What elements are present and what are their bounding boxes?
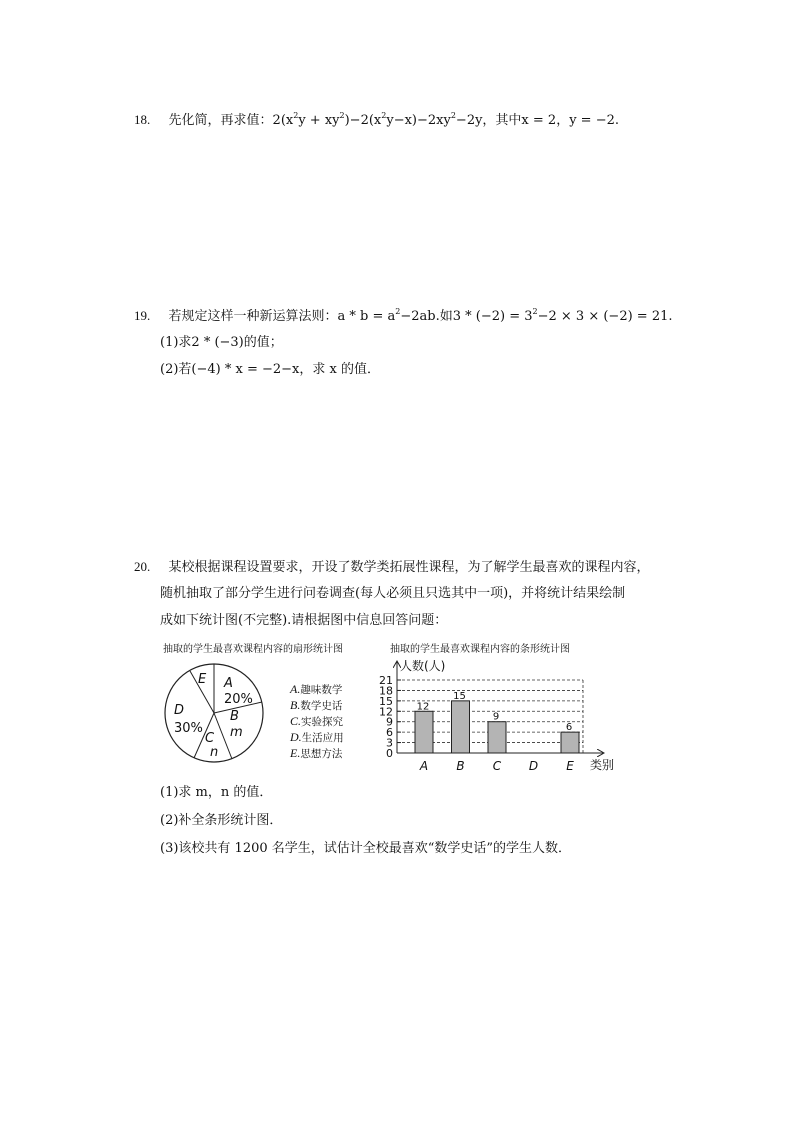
y-tick-label: 6 — [386, 726, 393, 740]
bar-chart-title: 抽取的学生最喜欢课程内容的条形统计图 — [390, 644, 570, 655]
bar-c — [488, 722, 506, 753]
question-18 — [134, 110, 619, 131]
y-tick-label: 12 — [379, 705, 393, 719]
bar-e — [561, 732, 579, 753]
question-number: 20. — [134, 559, 151, 574]
x-axis-label: 类别 — [590, 758, 615, 772]
x-category-label: C — [492, 759, 502, 773]
y-tick-label: 3 — [386, 736, 393, 750]
bar-b — [452, 701, 470, 753]
question-19-part-2: (2)若(−4) * x = −2−x，求 x 的值． — [160, 362, 380, 377]
question-20-line-3: 成如下统计图(不完整).请根据图中信息回答问题： — [160, 613, 448, 628]
y-axis-label: 人数(人) — [400, 659, 446, 673]
question-number: 18. — [134, 112, 151, 127]
legend-item: B.数学史话 — [290, 698, 343, 712]
pie-chart — [160, 660, 280, 770]
bar-chart — [370, 656, 615, 776]
pie-chart-title: 抽取的学生最喜欢课程内容的扇形统计图 — [163, 644, 343, 655]
question-20-line-2: 随机抽取了部分学生进行问卷调查(每人必须且只选其中一项)，并将统计结果绘制 — [160, 586, 626, 601]
question-20-part-3: (3)该校共有 1200 名学生，试估计全校最喜欢“数学史话”的学生人数． — [160, 841, 572, 856]
x-category-label: E — [566, 759, 574, 773]
question-prefix: 先化简，再求值： — [168, 113, 273, 128]
pie-label-c: C — [205, 731, 215, 746]
legend-item: D.生活应用 — [290, 730, 344, 744]
y-tick-label: 18 — [379, 684, 393, 698]
question-20-part-2: (2)补全条形统计图． — [160, 813, 283, 828]
x-category-label: A — [419, 759, 429, 773]
pie-label-b: B — [230, 709, 239, 724]
pie-label-a: A — [224, 676, 233, 691]
question-text: 若规定这样一种新运算法则：$a * b = a^2-2ab$.如$3 * (-2) = 3^2-2 \times 3 \times (-2) = 21$. — [168, 307, 673, 324]
y-tick-label: 15 — [379, 694, 393, 708]
y-tick-label: 0 — [386, 747, 393, 760]
pie-value-b: m — [230, 725, 243, 740]
bar-value-label: 15 — [453, 690, 466, 702]
y-tick-label: 9 — [386, 715, 393, 729]
question-19 — [134, 306, 673, 327]
pie-value-d: 30% — [174, 721, 203, 736]
bar-value-label: 12 — [416, 701, 430, 713]
pie-value-a: 20% — [224, 692, 253, 707]
x-category-label: B — [456, 759, 465, 773]
legend-item: A.趣味数学 — [290, 682, 343, 696]
bar-value-label: 6 — [565, 722, 573, 734]
legend-item: E.思想方法 — [290, 746, 343, 760]
pie-label-e: E — [198, 672, 207, 687]
question-20-part-1: (1)求 m，n 的值． — [160, 785, 273, 800]
pie-value-c: n — [210, 745, 219, 760]
question-19-part-1: (1)求2 * (−3)的值； — [160, 335, 283, 350]
legend-item: C.实验探究 — [290, 714, 344, 728]
pie-label-d: D — [174, 703, 185, 718]
question-20-line-1: 20. 某校根据课程设置要求，开设了数学类拓展性课程，为了解学生最喜欢的课程内容， — [134, 559, 650, 575]
bar-value-label: 9 — [492, 711, 500, 723]
question-number: 19. — [134, 308, 151, 323]
y-tick-label: 21 — [379, 674, 393, 687]
x-category-label: D — [528, 759, 539, 773]
bar-a — [415, 711, 433, 753]
math-expression: $2(x^2y + xy^2)-2(x^2y-x)-2xy^2-2y$，其中x = 2，y = −2. — [272, 111, 619, 128]
